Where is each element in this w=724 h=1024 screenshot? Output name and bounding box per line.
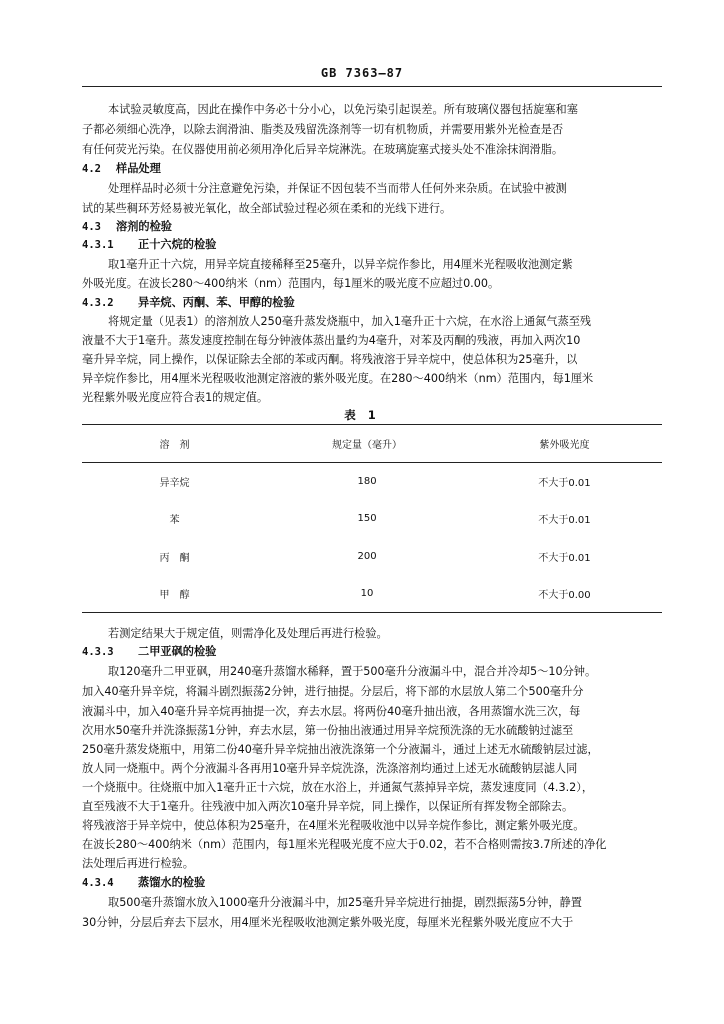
table-cell: 180 [357, 476, 377, 487]
paragraph-line: 直至残液不大于1毫升。往残液中加入两次10毫升异辛烷，同上操作，以保证所有挥发物全部除去。 [82, 800, 574, 813]
section-heading-4-2 [82, 161, 161, 177]
table-cell: 苯 [169, 515, 180, 527]
table-row [82, 463, 662, 501]
paragraph-line: 液量不大于1毫升。蒸发速度控制在每分钟液体蒸出量约为4毫升，对苯及丙酮的残液，再加入两次10 [82, 334, 581, 347]
section-title: 样品处理 [116, 162, 161, 175]
section-heading-4-3-4 [82, 875, 205, 891]
paragraph-line: 试的某些稠环芳烃易被光氧化，故全部试验过程必须在柔和的光线下进行。 [82, 202, 452, 215]
paragraph-line: 处理样品时必须十分注意避免污染，并保证不因包装不当而带人任何外来杂质。在试验中被测 [108, 182, 567, 195]
paragraph-line: 有任何荧光污染。在仪器使用前必须用净化后异辛烷淋洗。在玻璃旋塞式接头处不准涂抹润滑脂。 [82, 143, 564, 156]
section-heading-4-3-3 [82, 644, 216, 660]
section-title: 异辛烷、丙酮、苯、甲醇的检验 [138, 296, 295, 309]
paragraph-line: 将残液溶于异辛烷中，使总体积为25毫升，在4厘米光程吸收池中以异辛烷作参比，测定紫外吸光度。 [82, 819, 585, 832]
paragraph-line: 光程紫外吸光度应符合表1的规定值。 [82, 391, 269, 404]
paragraph-line: 取120毫升二甲亚砜，用240毫升蒸馏水稀释，置于500毫升分液漏斗中，混合并冷却5～10分钟。 [108, 665, 597, 678]
table-cell: 10 [267, 575, 467, 613]
paragraph-line: 异辛烷作参比，用4厘米光程吸收池测定溶液的紫外吸光度。在280～400纳米（nm）范围内，每1厘米 [82, 372, 594, 385]
paragraph-line: 将规定量（见表1）的溶剂放人250毫升蒸发烧瓶中，加入1毫升正十六烷，在水浴上通氮气蒸至残 [108, 315, 592, 328]
section-heading-4-3-1 [82, 237, 216, 253]
paragraph-line: 次用水50毫升并洗涤振荡1分钟，弃去水层，第一份抽出液通过用异辛烷预洗涤的无水硫酸钠过滤至 [82, 724, 574, 737]
solvent-spec-table [82, 424, 662, 613]
paragraph-line: 法处理后再进行检验。 [82, 857, 194, 870]
column-header-volume: 规定量（毫升） [267, 425, 467, 463]
paragraph-line: 在波长280～400纳米（nm）范围内，每1厘米光程吸光度不应大于0.02，若不合格则需按3.7所述的净化 [82, 838, 607, 851]
section-heading-4-3 [82, 219, 172, 235]
paragraph-line: 放人同一烧瓶中。两个分液漏斗各再用10毫升异辛烷洗涤，洗涤溶剂均通过上述无水硫酸钠层滤人同 [82, 762, 578, 775]
paragraph-line: 液漏斗中，加入40毫升异辛烷再抽提一次，弃去水层。将两份40毫升抽出液，各用蒸馏水洗三次，每 [82, 705, 581, 718]
standard-number-header: GB 7363—87 [320, 66, 404, 80]
table-header-row [82, 425, 662, 463]
section-number: 4.3.3 [82, 646, 114, 658]
section-number: 4.2 [82, 163, 101, 175]
table-cell: 150 [357, 513, 377, 525]
paragraph-line: 本试验灵敏度高，因此在操作中务必十分小心，以免污染引起误差。所有玻璃仪器包括旋塞和塞 [108, 103, 578, 116]
table-cell: 不大于0.00 [467, 575, 662, 613]
paragraph-line: 加入40毫升异辛烷，将漏斗剧烈振荡2分钟，进行抽提。分层后，将下部的水层放人第二个500毫升分 [82, 685, 584, 698]
table-cell: 200 [357, 550, 377, 562]
column-header-absorbance: 紫外吸光度 [467, 425, 662, 463]
table-row [82, 575, 662, 613]
table-cell: 丙 酮 [159, 552, 190, 564]
table-cell: 异辛烷 [159, 478, 190, 489]
table-caption: 表 1 [344, 408, 380, 422]
paragraph-line: 一个烧瓶中。往烧瓶中加入1毫升正十六烷，放在水浴上，并通氮气蒸掉异辛烷，蒸发速度同（4.3.2）， [82, 781, 594, 794]
section-number: 4.3.2 [82, 297, 114, 309]
paragraph-line: 取1毫升正十六烷，用异辛烷直接稀释至25毫升，以异辛烷作参比，用4厘米光程吸收池测定紫 [108, 258, 573, 271]
section-heading-4-3-2 [82, 295, 295, 311]
paragraph-line: 取500毫升蒸馏水放入1000毫升分液漏斗中，加25毫升异辛烷进行抽提，剧烈振荡5分钟，静置 [108, 896, 582, 909]
table-row [82, 500, 662, 538]
paragraph-line: 30分钟，分层后弃去下层水，用4厘米光程吸收池测定紫外吸光度，每厘米光程紫外吸光度应不大于 [82, 916, 574, 929]
table-cell: 不大于0.01 [538, 552, 591, 564]
section-title: 二甲亚砜的检验 [138, 645, 217, 658]
column-header-solvent: 溶 剂 [82, 425, 267, 463]
paragraph-line: 子都必须细心洗净，以除去润滑油、脂类及残留洗涤剂等一切有机物质，并需要用紫外光检查是否 [82, 123, 564, 136]
paragraph-line: 若测定结果大于规定值，则需净化及处理后再进行检验。 [108, 627, 388, 640]
section-number: 4.3.1 [82, 239, 114, 251]
table-cell: 不大于0.01 [538, 515, 591, 527]
section-number: 4.3.4 [82, 877, 114, 889]
section-title: 溶剂的检验 [116, 220, 172, 233]
section-title: 正十六烷的检验 [138, 238, 217, 251]
paragraph-line: 外吸光度。在波长280～400纳米（nm）范围内，每1厘米的吸光度不应超过0.00。 [82, 277, 500, 290]
table-cell: 甲 醇 [82, 575, 267, 613]
paragraph-line: 250毫升蒸发烧瓶中，用第二份40毫升异辛烷抽出液洗涤第一个分液漏斗，通过上述无水硫酸钠层过滤， [82, 743, 599, 756]
table-cell: 不大于0.01 [538, 478, 591, 489]
section-number: 4.3 [82, 221, 101, 233]
table-row [82, 538, 662, 576]
section-title: 蒸馏水的检验 [138, 876, 206, 889]
header-rule [82, 86, 662, 87]
paragraph-line: 毫升异辛烷，同上操作，以保证除去全部的苯或丙酮。将残液溶于异辛烷中，使总体积为25毫升，以 [82, 353, 578, 366]
